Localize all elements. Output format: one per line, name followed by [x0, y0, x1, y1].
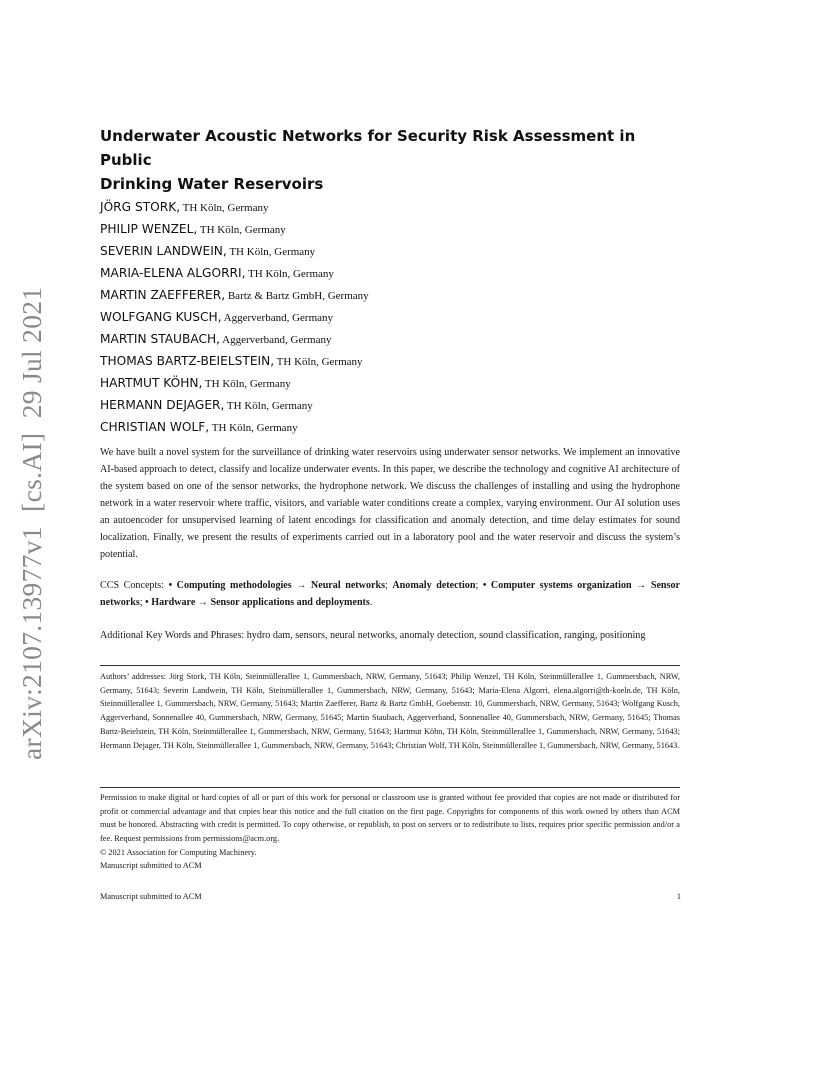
author-entry	[100, 394, 700, 416]
page-number: 1	[676, 892, 681, 901]
arxiv-id: arXiv:2107.13977v1	[16, 526, 47, 760]
author-name: HERMANN DEJAGER,	[100, 398, 225, 412]
ccs-concept-4: • Hardware → Sensor applications and deployments	[145, 597, 370, 608]
ccs-end: .	[369, 597, 373, 608]
author-entry	[100, 284, 700, 306]
author-name: MARTIN ZAEFFERER,	[100, 288, 226, 302]
ccs-concept-3: • Computer systems organization → Sensor networks	[100, 580, 681, 608]
ccs-separator: ;	[385, 580, 393, 591]
authors-addresses: Authors’ addresses: Jörg Stork, TH Köln, Steinmüllerallee 1, Gummersbach, NRW, Germany, 51643; Philip Wenzel, TH Köln, Steinmüllerallee 1, Gummersbach, NRW, Germany, 51643; Severin Landwein, TH Köln, Steinmüllerallee 1, Gummersbach, NRW, Germany, 51643; Maria-Elena Algorri, elena.algorri@th-koeln.de, TH Köln, Steinmüllerallee 1, Gummersbach, NRW, Germany, 51643; Martin Zaefferer, Bartz & Bartz GmbH, Goebenstr. 10, Gummersbach, NRW, Germany, 51643; Wolfgang Kusch, Aggerverband, Sonnenallee 40, Gummersbach, NRW, Germany, 51645; Martin Staubach, Aggerverband, Sonnenallee 40, Gummersbach, NRW, Germany, 51645; Thomas Bartz-Beielstein, TH Köln, Steinmüllerallee 1, Gummersbach, NRW, Germany, 51643; Hartmut Köhn, TH Köln, Steinmüllerallee 1, Gummersbach, NRW, Germany, 51643; Hermann Dejager, TH Köln, Steinmüllerallee 1, Gummersbach, NRW, Germany, 51643; Christian Wolf, TH Köln, Steinmüllerallee 1, Gummersbach, NRW, Germany, 51643.	[100, 672, 680, 750]
arxiv-identifier-stamp	[16, 286, 48, 760]
author-name: JÖRG STORK,	[100, 200, 181, 214]
footer-manuscript-label: Manuscript submitted to ACM	[100, 892, 202, 901]
permission-divider	[100, 787, 680, 788]
author-affiliation: Aggerverband, Germany	[220, 334, 332, 346]
author-entry	[100, 416, 700, 438]
author-entry	[100, 218, 700, 240]
arxiv-category: [cs.AI]	[16, 432, 47, 512]
abstract: We have built a novel system for the surveillance of drinking water reservoirs using underwater sensor networks. We implement an innovative AI-based approach to detect, classify and localize underwater events. In this paper, we describe the technology and cognitive AI architecture of the system based on one of the sensor networks, the hydrophone network. We discuss the challenges of installing and using the hydrophone network in a water reservoir where traffic, visitors, and variable water conditions create a complex, varying environment. Our AI solution uses an autoencoder for unsupervised learning of latent encodings for classification and anomaly detection, and time delay estimates for sound localization. Finally, we present the results of experiments carried out in a laboratory pool and the water reservoir and discuss the system’s potential.	[100, 447, 680, 560]
ccs-concepts	[100, 577, 680, 611]
footnote-divider	[100, 665, 680, 666]
author-affiliation: TH Köln, Germany	[224, 400, 313, 412]
author-entry	[100, 240, 700, 262]
author-affiliation: TH Köln, Germany	[197, 224, 286, 236]
ccs-separator: ;	[139, 597, 146, 608]
author-name: WOLFGANG KUSCH,	[100, 310, 222, 324]
author-affiliation: TH Köln, Germany	[209, 422, 298, 434]
ccs-prefix: CCS Concepts:	[100, 580, 169, 591]
ccs-separator: ;	[475, 580, 483, 591]
author-affiliation: TH Köln, Germany	[274, 356, 363, 368]
title-line-2: Drinking Water Reservoirs	[100, 175, 324, 193]
author-name: SEVERIN LANDWEIN,	[100, 244, 227, 258]
manuscript-note: Manuscript submitted to ACM	[100, 861, 202, 870]
copyright-notice: © 2021 Association for Computing Machinery.	[100, 848, 257, 857]
author-name: THOMAS BARTZ-BEIELSTEIN,	[100, 354, 275, 368]
arxiv-date: 29 Jul 2021	[16, 286, 47, 419]
title-line-1: Underwater Acoustic Networks for Security Risk Assessment in Public	[100, 127, 636, 169]
author-entry	[100, 306, 700, 328]
author-name: CHRISTIAN WOLF,	[100, 420, 210, 434]
author-entry	[100, 350, 700, 372]
author-name: MARIA-ELENA ALGORRI,	[100, 266, 246, 280]
author-affiliation: Bartz & Bartz GmbH, Germany	[225, 290, 369, 302]
author-name: HARTMUT KÖHN,	[100, 376, 203, 390]
ccs-concept-1: • Computing methodologies → Neural networks	[168, 580, 386, 591]
author-name: MARTIN STAUBACH,	[100, 332, 220, 346]
author-affiliation: TH Köln, Germany	[180, 202, 269, 214]
author-name: PHILIP WENZEL,	[100, 222, 198, 236]
author-list	[100, 196, 700, 438]
ccs-concept-2: Anomaly detection	[392, 580, 476, 591]
author-entry	[100, 196, 700, 218]
author-affiliation: TH Köln, Germany	[226, 246, 316, 258]
additional-keywords: Additional Key Words and Phrases: hydro dam, sensors, neural networks, anomaly detection, sound classification, ranging, positioning	[100, 630, 646, 641]
author-entry	[100, 262, 700, 284]
author-entry	[100, 372, 700, 394]
author-affiliation: Aggerverband, Germany	[221, 312, 334, 324]
author-affiliation: TH Köln, Germany	[245, 268, 334, 280]
author-affiliation: TH Köln, Germany	[202, 378, 291, 390]
author-entry	[100, 328, 700, 350]
paper-title	[100, 124, 660, 196]
permission-notice: Permission to make digital or hard copies of all or part of this work for personal or classroom use is granted without fee provided that copies are not made or distributed for profit or commercial advantage and that copies bear this notice and the full citation on the first page. Copyrights for components of this work owned by others than ACM must be honored. Abstracting with credit is permitted. To copy otherwise, or republish, to post on servers or to redistribute to lists, requires prior specific permission and/or a fee. Request permissions from permissions@acm.org.	[100, 793, 680, 844]
